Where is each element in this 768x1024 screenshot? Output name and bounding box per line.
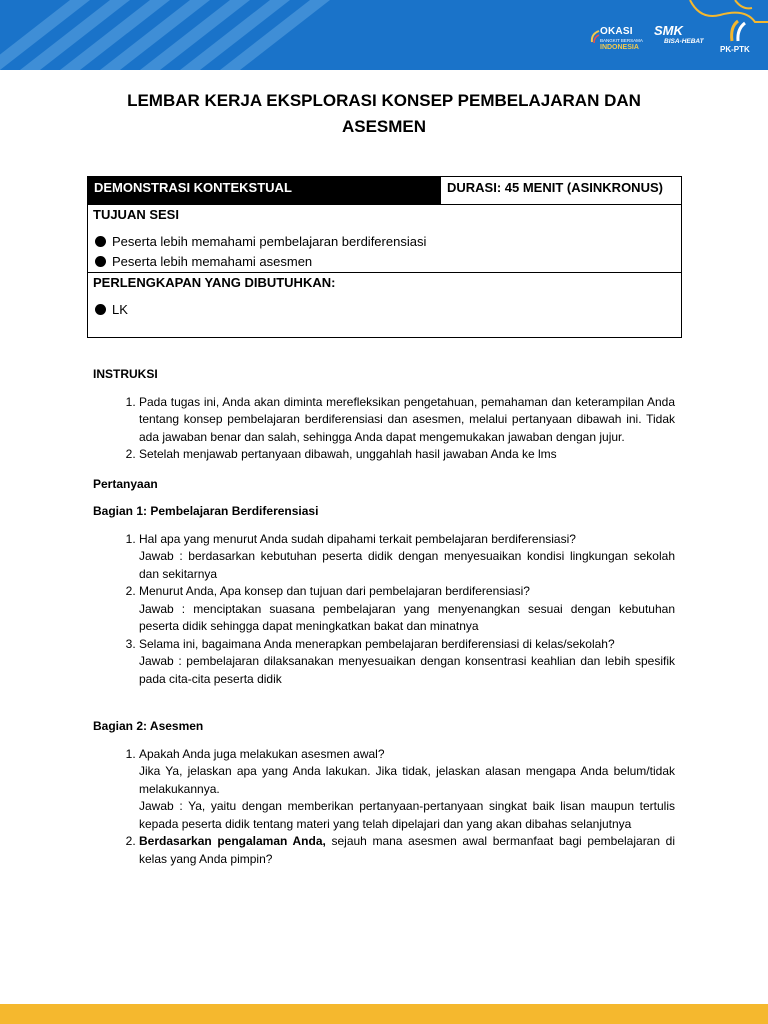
okasi-logo-line1: OKASI [600, 26, 633, 37]
question-text: 1. Hal apa yang menurut Anda sudah dipahami terkait pembelajaran berdiferensiasi? [139, 531, 576, 546]
footer-band [0, 1004, 768, 1024]
question-text: sejauh mana asesmen awal bermanfaat bagi pembelajaran di kelas yang Anda pimpin? [139, 834, 675, 866]
objectives-label: TUJUAN SESI [93, 207, 179, 222]
header-banner [0, 0, 768, 70]
answer-text: Jawab : Ya, yaitu dengan memberikan pertanyaan-pertanyaan singkat baik lisan maupun tertulis kepada peserta didik tentang materi yang telah dipelajari dan yang akan dibahas selanjutnya [139, 799, 675, 831]
worksheet-content [93, 366, 675, 868]
pkptk-logo-label: PK-PTK [720, 45, 750, 54]
part2-question-list [139, 746, 675, 869]
smk-logo-line2: BISA-HEBAT [664, 38, 704, 45]
partner-logos [590, 18, 756, 60]
answer-text: Jawab : pembelajaran dilaksanakan menyesuaikan dengan konsentrasi keahlian dan lebih spesifik pada cita-cita peserta didik [139, 654, 675, 686]
question-item [139, 531, 675, 584]
okasi-logo-line2: BANGKIT BERSAMA [600, 38, 643, 43]
okasi-logo-line3: INDONESIA [600, 44, 639, 51]
info-table-header-row [88, 177, 681, 205]
question-item [139, 833, 675, 868]
question-text: 2. Menurut Anda, Apa konsep dan tujuan dari pembelajaran berdiferensiasi? [139, 584, 530, 598]
activity-cell: DEMONSTRASI KONTEKSTUAL [88, 177, 440, 204]
question-item [139, 636, 675, 689]
answer-text: Jawab : berdasarkan kebutuhan peserta didik dengan menyesuaikan kondisi lingkungan sekolah dan sekitarnya [139, 549, 675, 581]
instructions-list [139, 394, 675, 464]
pkptk-emblem-icon [728, 19, 748, 43]
objective-item [95, 254, 312, 269]
pkptk-logo [720, 19, 756, 59]
objective-text: Peserta lebih memahami asesmen [112, 254, 313, 269]
okasi-logo [590, 24, 644, 54]
objective-item [95, 234, 426, 249]
instructions-heading: INSTRUKSI [93, 367, 158, 381]
questions-heading: Pertanyaan [93, 476, 158, 491]
okasi-swoosh-icon [590, 30, 600, 44]
question-item [139, 583, 675, 636]
question-text: 3. Selama ini, bagaimana Anda menerapkan pembelajaran berdiferensiasi di kelas/sekolah? [139, 636, 615, 651]
equipment-item [95, 302, 128, 317]
part2-heading: Bagian 2: Asesmen [93, 719, 204, 733]
equipment-text: LK [112, 302, 128, 317]
bullet-icon [95, 256, 106, 267]
part1-heading: Bagian 1: Pembelajaran Berdiferensiasi [93, 504, 319, 518]
bullet-icon [95, 304, 106, 315]
equipment-row [88, 273, 681, 338]
document-title: LEMBAR KERJA EKSPLORASI KONSEP PEMBELAJARAN DAN ASESMEN [127, 91, 641, 136]
instruction-item: 2. Setelah menjawab pertanyaan dibawah, unggahlah hasil jawaban Anda ke lms [139, 446, 675, 464]
answer-text: Jawab : menciptakan suasana pembelajaran yang menyenangkan sesuai dengan kebutuhan peserta didik sehingga dapat meningkatkan bakat dan minatnya [139, 601, 675, 633]
question-followup-text: Jika Ya, jelaskan apa yang Anda lakukan. Jika tidak, jelaskan alasan mengapa Anda belum/tidak melakukannya. [139, 764, 675, 796]
objective-text: Peserta lebih memahami pembelajaran berdiferensiasi [112, 234, 427, 249]
question-item [139, 746, 675, 834]
smk-logo-line1: SMK [654, 23, 683, 38]
objectives-row [88, 205, 681, 273]
duration-cell: DURASI: 45 MENIT (ASINKRONUS) [440, 177, 681, 204]
smk-logo [654, 23, 710, 55]
session-info-table [87, 176, 682, 338]
equipment-label: PERLENGKAPAN YANG DIBUTUHKAN: [93, 275, 336, 290]
instruction-item: 1. Pada tugas ini, Anda akan diminta merefleksikan pengetahuan, pemahaman dan keterampilan Anda tentang konsep pembelajaran berdiferensiasi dan asesmen, melalui pertanyaan dibawah ini. Tidak ada jawaban benar dan salah, sehingga Anda dapat mengemukakan jawaban dengan jujur. [139, 394, 675, 447]
part1-question-list [139, 531, 675, 689]
question-bold-lead: Berdasarkan pengalaman Anda, [139, 834, 326, 848]
question-text: 1. Apakah Anda juga melakukan asesmen awal? [139, 746, 385, 761]
bullet-icon [95, 236, 106, 247]
